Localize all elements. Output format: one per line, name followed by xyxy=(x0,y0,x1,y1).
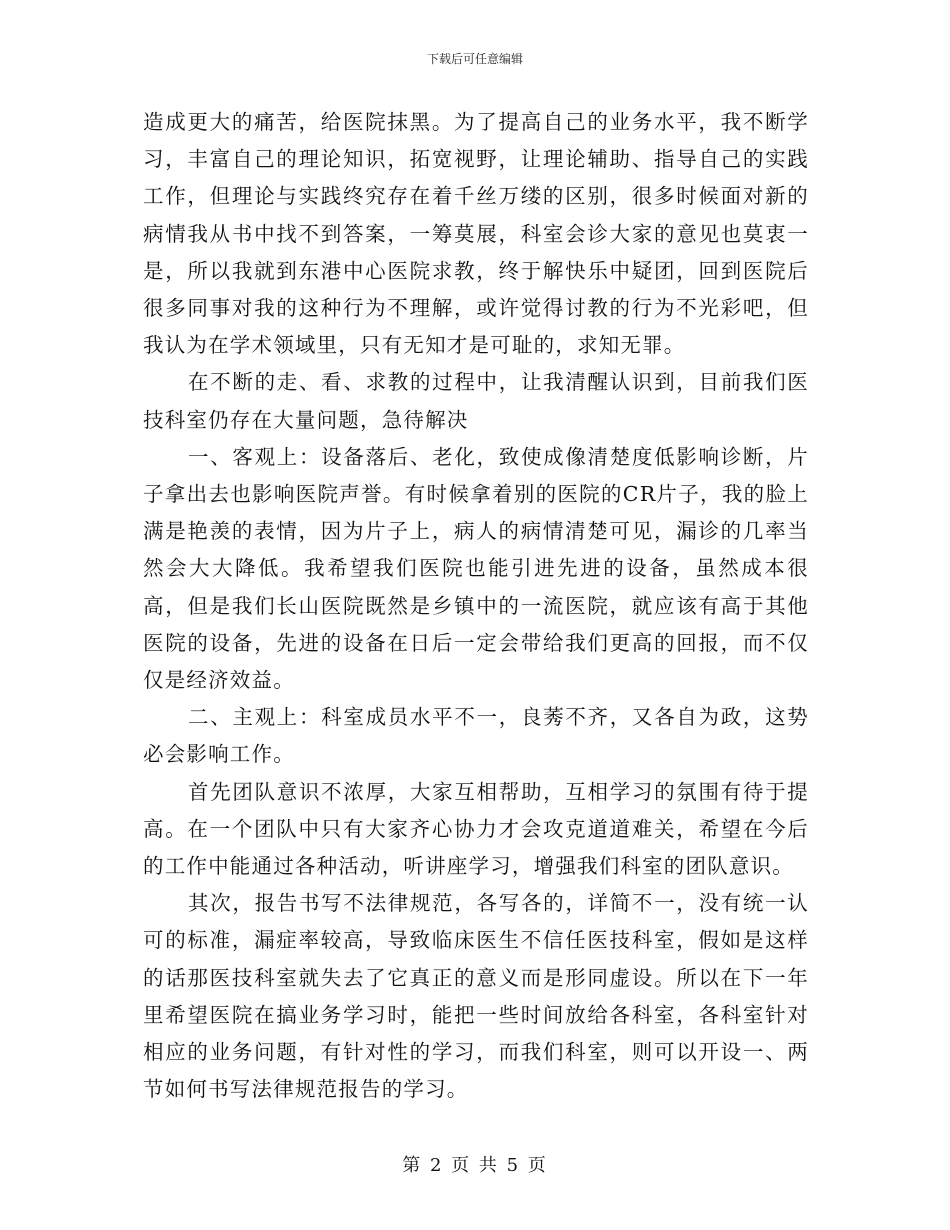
total-pages-number: 5 xyxy=(506,1155,521,1176)
document-body xyxy=(143,104,809,1108)
header-note: 下载后可任意编辑 xyxy=(426,52,523,66)
page-number-footer xyxy=(0,1154,950,1178)
body-paragraph: 造成更大的痛苦，给医院抹黑。为了提高自己的业务水平，我不断学习，丰富自己的理论知识，拓宽视野，让理论辅助、指导自己的实践工作，但理论与实践终究存在着千丝万缕的区别，很多时候面对新的病情我从书中找不到答案，一筹莫展，科室会诊大家的意见也莫衷一是，所以我就到东港中心医院求教，终于解快乐中疑团，回到医院后很多同事对我的这种行为不理解，或许觉得讨教的行为不光彩吧，但我认为在学术领域里，只有无知才是可耻的，求知无罪。 xyxy=(143,110,809,358)
footer-suffix: 页 xyxy=(527,1155,548,1176)
body-paragraph: 在不断的走、看、求教的过程中，让我清醒认识到，目前我们医技科室仍存在大量问题，急待解决 xyxy=(143,370,809,432)
page-header xyxy=(0,51,950,67)
footer-page-word: 页 xyxy=(451,1155,472,1176)
footer-prefix: 第 xyxy=(402,1155,423,1176)
body-paragraph: 首先团队意识不浓厚，大家互相帮助，互相学习的氛围有待于提高。在一个团队中只有大家齐心协力才会攻克道道难关，希望在今后的工作中能通过各种活动，听讲座学习，增强我们科室的团队意识。 xyxy=(143,779,809,879)
body-paragraph: 其次，报告书写不法律规范，各写各的，详简不一，没有统一认可的标准，漏症率较高，导致临床医生不信任医技科室，假如是这样的话那医技科室就失去了它真正的意义而是形同虚设。所以在下一年里希望医院在搞业务学习时，能把一些时间放给各科室，各科室针对相应的业务问题，有针对性的学习，而我们科室，则可以开设一、两节如何书写法律规范报告的学习。 xyxy=(143,891,809,1102)
body-paragraph: 二、主观上：科室成员水平不一，良莠不齐，又各自为政，这势必会影响工作。 xyxy=(143,705,809,767)
current-page-number: 2 xyxy=(429,1155,444,1176)
body-paragraph: 一、客观上：设备落后、老化，致使成像清楚度低影响诊断，片子拿出去也影响医院声誉。有时候拿着别的医院的CR片子，我的脸上满是艳羡的表情，因为片子上，病人的病情清楚可见，漏诊的几率当然会大大降低。我希望我们医院也能引进先进的设备，虽然成本很高，但是我们长山医院既然是乡镇中的一流医院，就应该有高于其他医院的设备，先进的设备在日后一定会带给我们更高的回报，而不仅仅是经济效益。 xyxy=(143,444,809,693)
footer-total-word: 共 xyxy=(478,1155,499,1176)
